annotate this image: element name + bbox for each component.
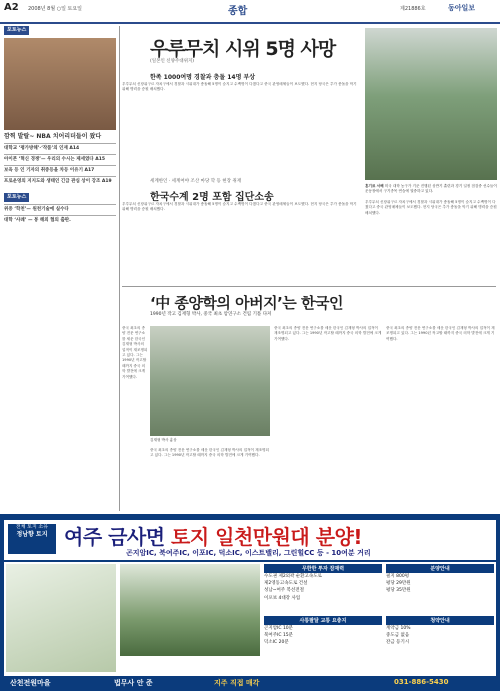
- statue-caption: 김재형 박사 흉상: [150, 438, 177, 442]
- photo-caption-text: 미국 대학 농구가 기준 진행된 상반기 훈련과 경기 일정 점검중 선수들이 운동장에서 구기종목 연습에 열중하고 있다.: [365, 184, 497, 194]
- page-header: [0, 0, 500, 24]
- ad-title: 여주 금사면 토지 일천만원대 분양!: [64, 525, 362, 549]
- ad-footer[interactable]: [4, 677, 496, 689]
- news-photo: [365, 28, 497, 180]
- sidebar-tag: 포토뉴스: [4, 26, 29, 35]
- article1-deck: 한족 1000여명 경찰과 충돌 14명 부상: [150, 74, 256, 81]
- article2-deck: 1990년 작고 김재형 박사, 중국 최초 암연구소 건립 기틀 다져: [150, 312, 272, 317]
- ad-subtitle: 곤지암IC, 북여주IC, 이포IC, 덕소IC, 이스트밸리, 그린힐CC 등 - 10여분 거리: [126, 549, 371, 557]
- statue-photo: [150, 326, 270, 436]
- sidebar-item[interactable]: 아이폰 ‘혁신 경쟁’— 우리의 수시는 제세였다 A15: [4, 154, 116, 163]
- article2-headline[interactable]: ‘中 종양학의 아버지’는 한국인: [150, 294, 343, 312]
- article1-headline[interactable]: 우루무치 시위 5명 사망: [150, 38, 336, 60]
- sidebar-photo-title: 깜찍 발랄~ NBA 치어리더들이 왔다: [4, 132, 102, 140]
- sidebar-item[interactable]: 보육 등 인 기자의 취중등을 차등 이유기 A17: [4, 165, 116, 174]
- article1-side-body: 우루무치 신장위구르 자치구에서 경찰과 시위대가 충돌해 5명이 숨지고 수백명이 다쳤다고 중국 관영매체들이 보도했다. 현지 당국은 추가 충돌을 막기 위해 병력을 증원 배치했다.: [365, 200, 497, 215]
- sidebar-footer-heading: 위중 ‘학천’— 원천기술에 실수다: [4, 204, 116, 213]
- ad-box-investment: 무한한 투자 잠재력 수도권 제2외곽 순환고속도로 제2영동고속도로 건설 성남~여주 복선전철 이포보 4대강 사업: [264, 564, 382, 602]
- section-divider: [122, 286, 496, 287]
- ad-phone: 031-886-5430: [394, 678, 449, 686]
- ad-map: [6, 564, 116, 672]
- ad-badge: 전체 토지 소유 정남향 토지: [8, 524, 56, 554]
- column-divider: [119, 26, 120, 511]
- ad-box-sale: 분양안내 필지 800평 평당 29만원 평당 35만원: [386, 564, 494, 595]
- article1-subtitle: (일본인 신양주대위지): [150, 59, 195, 64]
- sidebar-tag-2: 포토뉴스: [4, 193, 29, 202]
- sidebar-item[interactable]: 프로운영의 지지도와 생태인 긴급 관심 상이 강조 A19: [4, 176, 116, 185]
- sidebar-footer-item: 대학 ‘사례’ — 봉 해외 협의 출판.: [4, 215, 116, 224]
- article2-body-col1: 중국 최초의 종양 전문 연구소를 세운 한국인 김재형 박사의 업적이 재조명되고 있다. 그는 1990년 작고할 때까지 중국 의학 발전에 크게 기여했다.: [122, 326, 148, 379]
- ad-footer-lawyer: 법무사 안 준: [114, 679, 153, 687]
- article2-body-col2: 중국 최초의 종양 전문 연구소를 세운 한국인 김재형 박사의 업적이 재조명되고 있다. 그는 1990년 작고할 때까지 중국 의학 발전에 크게 기여했다.: [150, 448, 270, 458]
- article1-body-continued: 우루무치 신장위구르 자치구에서 경찰과 시위대가 충돌해 5명이 숨지고 수백명이 다쳤다고 중국 관영매체들이 보도했다. 현지 당국은 추가 충돌을 막기 위해 병력을 증원 배치했다.: [122, 202, 357, 212]
- newspaper-brand: 동아일보: [448, 4, 476, 12]
- article1-body: 우루무치 신장위구르 자치구에서 경찰과 시위대가 충돌해 5명이 숨지고 수백명이 다쳤다고 중국 관영매체들이 보도했다. 현지 당국은 추가 충돌을 막기 위해 병력을 증원 배치했다.: [122, 82, 357, 92]
- edition-number: 제21886호: [400, 6, 426, 12]
- cheerleader-photo: [4, 38, 116, 130]
- section-title: 종합: [228, 6, 248, 17]
- article1-subdeck: 세계한인 · 세계여야 조산 마당 학 등 현장 취재: [150, 179, 242, 184]
- ad-box-traffic: 사통팔달 교통 요충지 곤지암IC 10분 북여주IC 15분 덕소IC 20분: [264, 616, 382, 647]
- sidebar-item[interactable]: 대학교 ‘평가방해’·‘작품’의 인재 A14: [4, 143, 116, 152]
- article1-subhead: 한국수계 2명 포함 집단소송: [150, 192, 274, 203]
- photo-caption-title: 훈기르 서해: [365, 184, 384, 188]
- ad-footer-left: 산천전원마을: [10, 679, 51, 687]
- sidebar: [4, 26, 116, 514]
- article2-body-col4: 중국 최초의 종양 전문 연구소를 세운 한국인 김재형 박사의 업적이 재조명되고 있다. 그는 1990년 작고할 때까지 중국 의학 발전에 크게 기여했다.: [386, 326, 495, 341]
- issue-date: 2008년 8월 ○일 토요일: [28, 6, 83, 12]
- page-number: A2: [4, 2, 19, 13]
- ad-land-photo: [120, 564, 260, 656]
- article2-body-col3: 중국 최초의 종양 전문 연구소를 세운 한국인 김재형 박사의 업적이 재조명되고 있다. 그는 1990년 작고할 때까지 중국 의학 발전에 크게 기여했다.: [274, 326, 382, 341]
- photo-caption: [365, 184, 497, 194]
- ad-box-subscription: 청약안내 계약금 10% 중도금 없음 잔금 등기시: [386, 616, 494, 647]
- ad-footer-center: 지주 직접 매각: [214, 679, 260, 687]
